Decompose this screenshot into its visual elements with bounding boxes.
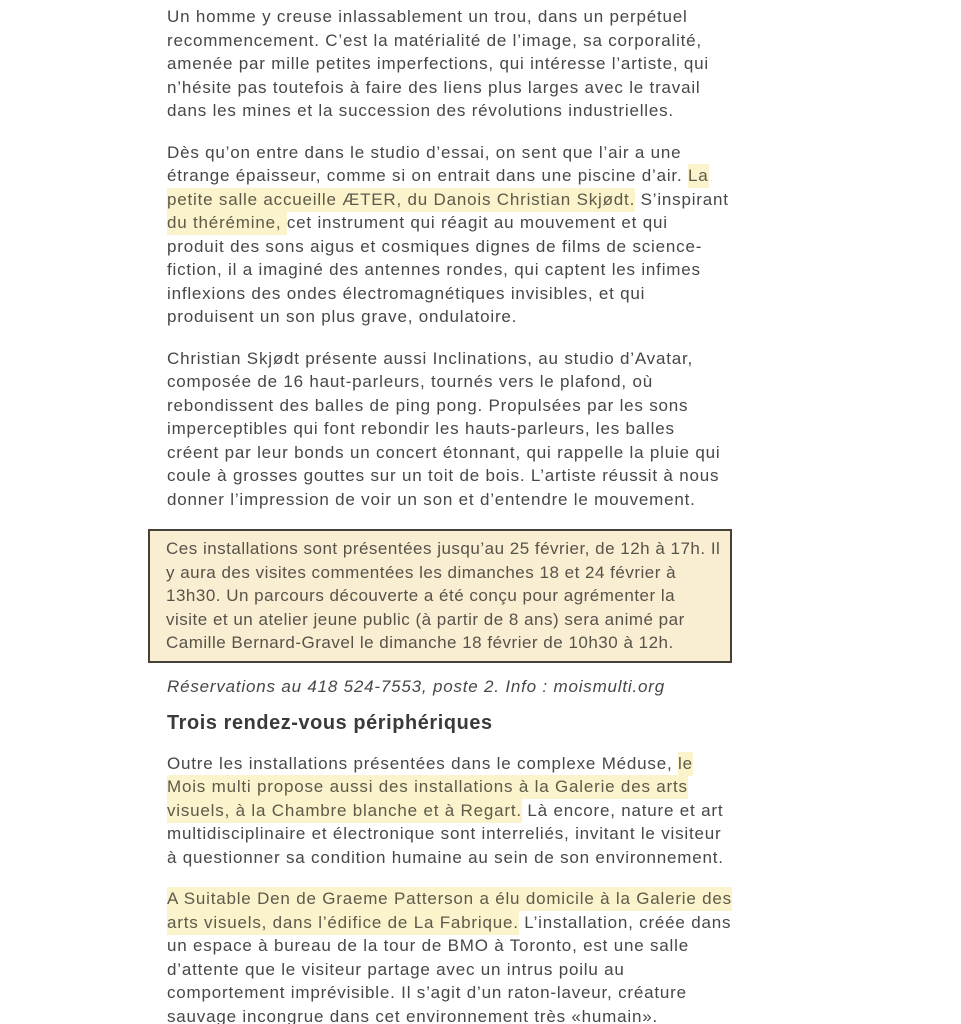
text-line	[167, 282, 732, 306]
text-segment: d’attente que le visiteur partage avec un intrus poilu au	[167, 959, 625, 979]
text-segment: inflexions des ondes électromagnétiques invisibles, et qui	[167, 283, 646, 303]
text-line	[167, 52, 732, 76]
text-segment: fiction, il a imaginé des antennes rondes, qui captent les infimes	[167, 260, 701, 279]
text-line	[167, 911, 732, 935]
schedule-callout-box	[148, 529, 732, 663]
text-line	[167, 5, 732, 29]
section-heading-rendez-vous	[167, 712, 732, 736]
text-line	[167, 141, 732, 165]
text-segment: Christian Skjødt présente aussi Inclinations, au studio d’Avatar,	[167, 348, 694, 368]
text-segment: Un homme y creuse inlassablement un trou, dans un perpétuel	[167, 7, 688, 26]
text-line	[167, 99, 732, 123]
highlighted-text: La	[688, 164, 709, 188]
text-segment: à questionner sa condition humaine au sein de son environnement.	[167, 847, 724, 867]
text-line	[167, 981, 732, 1005]
text-segment: sauvage incongrue dans cet environnement très «humain».	[167, 1006, 659, 1024]
text-line	[167, 1005, 732, 1024]
text-line	[167, 488, 732, 512]
text-line	[167, 258, 732, 282]
text-line	[166, 608, 726, 632]
text-line	[167, 934, 732, 958]
text-line	[167, 164, 732, 188]
text-line	[167, 441, 732, 465]
paragraph-aeter	[167, 141, 732, 329]
text-line	[167, 775, 732, 799]
text-segment: amenée par mille petites imperfections, qui intéresse l’artiste, qui	[167, 54, 709, 73]
text-segment: visite et un atelier jeune public (à partir de 8 ans) sera animé par	[166, 609, 685, 629]
text-segment: recommencement. C’est la matérialité de l’image, sa corporalité,	[167, 30, 702, 50]
text-line	[167, 29, 732, 53]
article	[167, 5, 732, 1024]
highlighted-text: arts visuels, dans l’édifice de La Fabrique.	[167, 911, 519, 935]
text-segment: y aura des visites commentées les dimanches 18 et 24 février à	[166, 562, 677, 582]
text-line	[167, 712, 732, 736]
text-line	[166, 631, 726, 655]
highlighted-text: du thérémine,	[167, 211, 287, 235]
text-segment: 13h30. Un parcours découverte a été conçu pour agrémenter la	[166, 586, 676, 605]
text-line	[167, 76, 732, 100]
text-segment: L’installation, créée dans	[518, 912, 732, 932]
text-segment: Réservations au 418 524-7553, poste 2. Info : moismulti.org	[167, 676, 665, 696]
paragraph-inclinations	[167, 347, 732, 512]
text-segment: dans les mines et la succession des révolutions industrielles.	[167, 101, 674, 120]
reservation-note	[167, 675, 732, 699]
text-line	[166, 561, 726, 585]
text-segment: multidisciplinaire et électronique sont interreliés, invitant le visiteur	[167, 824, 722, 843]
text-segment: Ces installations sont présentées jusqu’au 25 février, de 12h à 17h. Il	[166, 539, 721, 558]
text-line	[167, 394, 732, 418]
text-line	[167, 799, 732, 823]
highlighted-text: Mois multi propose aussi des installations à la Galerie des arts	[167, 775, 688, 799]
text-segment: cet instrument qui réagit au mouvement et qui	[286, 213, 668, 232]
text-segment: coule à grosses gouttes sur un toit de bois. L’artiste réussit à nous	[167, 466, 720, 485]
text-line	[167, 188, 732, 212]
text-segment: n’hésite pas toutefois à faire des liens plus larges avec le travail	[167, 77, 701, 97]
paragraph-suitable-den	[167, 887, 732, 1024]
text-line	[166, 584, 726, 608]
text-line	[167, 211, 732, 235]
text-line	[167, 370, 732, 394]
text-line	[167, 958, 732, 982]
text-segment: imperceptibles qui font rebondir les hauts-parleurs, les balles	[167, 419, 675, 438]
text-segment: un espace à bureau de la tour de BMO à Toronto, est une salle	[167, 936, 689, 955]
text-segment: Là encore, nature et art	[521, 800, 724, 820]
text-line	[167, 752, 732, 776]
highlighted-text: le	[678, 752, 693, 776]
text-segment: S’inspirant	[635, 189, 729, 209]
text-line	[167, 417, 732, 441]
text-segment: produit des sons aigus et cosmiques dignes de films de science-	[167, 236, 703, 256]
text-line	[167, 305, 732, 329]
text-segment: Trois rendez-vous périphériques	[167, 712, 493, 734]
text-segment: produisent un son plus grave, ondulatoire.	[167, 307, 518, 326]
text-line	[167, 464, 732, 488]
text-segment: étrange épaisseur, comme si on entrait dans une piscine d’air.	[167, 166, 689, 185]
text-line	[167, 846, 732, 870]
paragraph-intro-mines	[167, 5, 732, 123]
text-segment: comportement imprévisible. Il s’agit d’un raton-laveur, créature	[167, 983, 687, 1002]
text-line	[167, 887, 732, 911]
text-segment: Camille Bernard-Gravel le dimanche 18 février de 10h30 à 12h.	[166, 633, 674, 652]
text-line	[167, 822, 732, 846]
text-line	[166, 537, 726, 561]
text-segment: Dès qu’on entre dans le studio d’essai, on sent que l’air a une	[167, 142, 682, 162]
text-line	[167, 347, 732, 371]
text-segment: rebondissent des balles de ping pong. Propulsées par les sons	[167, 395, 689, 415]
text-segment: donner l’impression de voir un son et d’entendre le mouvement.	[167, 489, 696, 509]
paragraph-galeries	[167, 752, 732, 870]
text-segment: composée de 16 haut-parleurs, tournés vers le plafond, où	[167, 372, 653, 391]
text-line	[167, 675, 732, 699]
highlighted-text: A Suitable Den de Graeme Patterson a élu domicile à la Galerie des	[167, 887, 732, 911]
text-segment: créent par leur bonds un concert étonnant, qui rappelle la pluie qui	[167, 442, 721, 462]
highlighted-text: visuels, à la Chambre blanche et à Regart.	[167, 799, 522, 823]
text-line	[167, 235, 732, 259]
highlighted-text: petite salle accueille ÆTER, du Danois Christian Skjødt.	[167, 188, 635, 212]
text-segment: Outre les installations présentées dans le complexe Méduse,	[167, 753, 679, 773]
